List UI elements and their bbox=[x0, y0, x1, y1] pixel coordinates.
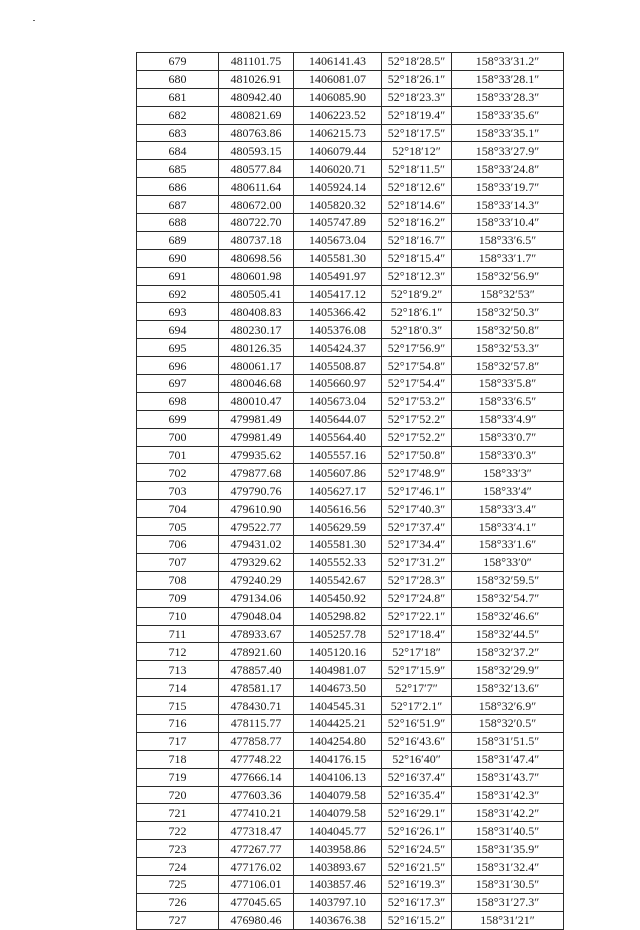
table-row bbox=[137, 196, 564, 214]
longitude-cell: 158°31′40.5″ bbox=[452, 822, 564, 840]
x-coordinate-cell: 479981.49 bbox=[219, 428, 294, 446]
point-number-cell: 695 bbox=[137, 339, 219, 357]
latitude-cell: 52°18′11.5″ bbox=[382, 160, 452, 178]
y-coordinate-cell: 1405673.04 bbox=[294, 231, 382, 249]
longitude-cell: 158°32′50.3″ bbox=[452, 303, 564, 321]
longitude-cell: 158°33′3.4″ bbox=[452, 500, 564, 518]
table-row bbox=[137, 214, 564, 232]
point-number-cell: 701 bbox=[137, 446, 219, 464]
longitude-cell: 158°32′53″ bbox=[452, 285, 564, 303]
longitude-cell: 158°32′37.2″ bbox=[452, 643, 564, 661]
x-coordinate-cell: 480601.98 bbox=[219, 267, 294, 285]
x-coordinate-cell: 480763.86 bbox=[219, 124, 294, 142]
x-coordinate-cell: 480577.84 bbox=[219, 160, 294, 178]
scan-speck bbox=[33, 20, 35, 21]
table-row bbox=[137, 625, 564, 643]
table-row bbox=[137, 482, 564, 500]
y-coordinate-cell: 1404045.77 bbox=[294, 822, 382, 840]
table-row bbox=[137, 786, 564, 804]
x-coordinate-cell: 479935.62 bbox=[219, 446, 294, 464]
point-number-cell: 700 bbox=[137, 428, 219, 446]
longitude-cell: 158°32′44.5″ bbox=[452, 625, 564, 643]
point-number-cell: 722 bbox=[137, 822, 219, 840]
x-coordinate-cell: 480821.69 bbox=[219, 106, 294, 124]
table-row bbox=[137, 178, 564, 196]
table-row bbox=[137, 553, 564, 571]
point-number-cell: 682 bbox=[137, 106, 219, 124]
table-row bbox=[137, 875, 564, 893]
y-coordinate-cell: 1406215.73 bbox=[294, 124, 382, 142]
table-row bbox=[137, 267, 564, 285]
x-coordinate-cell: 480611.64 bbox=[219, 178, 294, 196]
latitude-cell: 52°17′54.8″ bbox=[382, 357, 452, 375]
point-number-cell: 698 bbox=[137, 392, 219, 410]
longitude-cell: 158°33′35.6″ bbox=[452, 106, 564, 124]
point-number-cell: 703 bbox=[137, 482, 219, 500]
table-row bbox=[137, 500, 564, 518]
y-coordinate-cell: 1404425.21 bbox=[294, 714, 382, 732]
point-number-cell: 719 bbox=[137, 768, 219, 786]
table-row bbox=[137, 70, 564, 88]
longitude-cell: 158°33′35.1″ bbox=[452, 124, 564, 142]
y-coordinate-cell: 1405581.30 bbox=[294, 249, 382, 267]
latitude-cell: 52°18′17.5″ bbox=[382, 124, 452, 142]
latitude-cell: 52°18′19.4″ bbox=[382, 106, 452, 124]
x-coordinate-cell: 479048.04 bbox=[219, 607, 294, 625]
x-coordinate-cell: 480408.83 bbox=[219, 303, 294, 321]
y-coordinate-cell: 1405747.89 bbox=[294, 214, 382, 232]
y-coordinate-cell: 1403958.86 bbox=[294, 840, 382, 858]
latitude-cell: 52°18′14.6″ bbox=[382, 196, 452, 214]
point-number-cell: 691 bbox=[137, 267, 219, 285]
latitude-cell: 52°16′29.1″ bbox=[382, 804, 452, 822]
longitude-cell: 158°32′0.5″ bbox=[452, 714, 564, 732]
x-coordinate-cell: 478857.40 bbox=[219, 661, 294, 679]
latitude-cell: 52°18′9.2″ bbox=[382, 285, 452, 303]
y-coordinate-cell: 1405924.14 bbox=[294, 178, 382, 196]
table-row bbox=[137, 714, 564, 732]
longitude-cell: 158°32′54.7″ bbox=[452, 589, 564, 607]
latitude-cell: 52°17′48.9″ bbox=[382, 464, 452, 482]
longitude-cell: 158°31′35.9″ bbox=[452, 840, 564, 858]
y-coordinate-cell: 1405542.67 bbox=[294, 571, 382, 589]
longitude-cell: 158°31′51.5″ bbox=[452, 732, 564, 750]
latitude-cell: 52°16′26.1″ bbox=[382, 822, 452, 840]
longitude-cell: 158°33′4.1″ bbox=[452, 518, 564, 536]
longitude-cell: 158°31′47.4″ bbox=[452, 750, 564, 768]
point-number-cell: 724 bbox=[137, 858, 219, 876]
x-coordinate-cell: 477267.77 bbox=[219, 840, 294, 858]
table-row bbox=[137, 804, 564, 822]
latitude-cell: 52°18′16.7″ bbox=[382, 231, 452, 249]
longitude-cell: 158°33′6.5″ bbox=[452, 392, 564, 410]
x-coordinate-cell: 479522.77 bbox=[219, 518, 294, 536]
table-row bbox=[137, 285, 564, 303]
longitude-cell: 158°33′24.8″ bbox=[452, 160, 564, 178]
latitude-cell: 52°17′31.2″ bbox=[382, 553, 452, 571]
y-coordinate-cell: 1403893.67 bbox=[294, 858, 382, 876]
y-coordinate-cell: 1403857.46 bbox=[294, 875, 382, 893]
y-coordinate-cell: 1405366.42 bbox=[294, 303, 382, 321]
point-number-cell: 710 bbox=[137, 607, 219, 625]
latitude-cell: 52°16′17.3″ bbox=[382, 893, 452, 911]
longitude-cell: 158°33′6.5″ bbox=[452, 231, 564, 249]
longitude-cell: 158°32′57.8″ bbox=[452, 357, 564, 375]
y-coordinate-cell: 1403676.38 bbox=[294, 911, 382, 929]
latitude-cell: 52°17′46.1″ bbox=[382, 482, 452, 500]
y-coordinate-cell: 1405629.59 bbox=[294, 518, 382, 536]
longitude-cell: 158°33′0.3″ bbox=[452, 446, 564, 464]
latitude-cell: 52°16′19.3″ bbox=[382, 875, 452, 893]
point-number-cell: 720 bbox=[137, 786, 219, 804]
point-number-cell: 692 bbox=[137, 285, 219, 303]
point-number-cell: 712 bbox=[137, 643, 219, 661]
y-coordinate-cell: 1405820.32 bbox=[294, 196, 382, 214]
point-number-cell: 716 bbox=[137, 714, 219, 732]
table-row bbox=[137, 732, 564, 750]
longitude-cell: 158°32′46.6″ bbox=[452, 607, 564, 625]
latitude-cell: 52°18′6.1″ bbox=[382, 303, 452, 321]
x-coordinate-cell: 481026.91 bbox=[219, 70, 294, 88]
x-coordinate-cell: 479877.68 bbox=[219, 464, 294, 482]
y-coordinate-cell: 1404545.31 bbox=[294, 697, 382, 715]
x-coordinate-cell: 478115.77 bbox=[219, 714, 294, 732]
point-number-cell: 705 bbox=[137, 518, 219, 536]
y-coordinate-cell: 1405417.12 bbox=[294, 285, 382, 303]
table-row bbox=[137, 446, 564, 464]
table-row bbox=[137, 893, 564, 911]
longitude-cell: 158°32′53.3″ bbox=[452, 339, 564, 357]
longitude-cell: 158°32′29.9″ bbox=[452, 661, 564, 679]
y-coordinate-cell: 1405120.16 bbox=[294, 643, 382, 661]
latitude-cell: 52°17′22.1″ bbox=[382, 607, 452, 625]
point-number-cell: 715 bbox=[137, 697, 219, 715]
table-row bbox=[137, 750, 564, 768]
y-coordinate-cell: 1404673.50 bbox=[294, 679, 382, 697]
x-coordinate-cell: 480698.56 bbox=[219, 249, 294, 267]
latitude-cell: 52°17′24.8″ bbox=[382, 589, 452, 607]
longitude-cell: 158°32′13.6″ bbox=[452, 679, 564, 697]
table-row bbox=[137, 124, 564, 142]
latitude-cell: 52°16′40″ bbox=[382, 750, 452, 768]
point-number-cell: 713 bbox=[137, 661, 219, 679]
longitude-cell: 158°32′59.5″ bbox=[452, 571, 564, 589]
point-number-cell: 683 bbox=[137, 124, 219, 142]
y-coordinate-cell: 1405581.30 bbox=[294, 536, 382, 554]
table-row bbox=[137, 697, 564, 715]
y-coordinate-cell: 1406081.07 bbox=[294, 70, 382, 88]
longitude-cell: 158°31′30.5″ bbox=[452, 875, 564, 893]
point-number-cell: 708 bbox=[137, 571, 219, 589]
latitude-cell: 52°16′43.6″ bbox=[382, 732, 452, 750]
x-coordinate-cell: 480061.17 bbox=[219, 357, 294, 375]
longitude-cell: 158°33′10.4″ bbox=[452, 214, 564, 232]
x-coordinate-cell: 477410.21 bbox=[219, 804, 294, 822]
latitude-cell: 52°17′50.8″ bbox=[382, 446, 452, 464]
table-row bbox=[137, 571, 564, 589]
point-number-cell: 686 bbox=[137, 178, 219, 196]
point-number-cell: 684 bbox=[137, 142, 219, 160]
y-coordinate-cell: 1405557.16 bbox=[294, 446, 382, 464]
y-coordinate-cell: 1404176.15 bbox=[294, 750, 382, 768]
point-number-cell: 699 bbox=[137, 410, 219, 428]
x-coordinate-cell: 480505.41 bbox=[219, 285, 294, 303]
table-row bbox=[137, 160, 564, 178]
table-row bbox=[137, 858, 564, 876]
x-coordinate-cell: 480672.00 bbox=[219, 196, 294, 214]
table-row bbox=[137, 822, 564, 840]
table-row bbox=[137, 661, 564, 679]
x-coordinate-cell: 477318.47 bbox=[219, 822, 294, 840]
longitude-cell: 158°33′5.8″ bbox=[452, 375, 564, 393]
latitude-cell: 52°16′24.5″ bbox=[382, 840, 452, 858]
x-coordinate-cell: 477045.65 bbox=[219, 893, 294, 911]
longitude-cell: 158°33′0″ bbox=[452, 553, 564, 571]
x-coordinate-cell: 477748.22 bbox=[219, 750, 294, 768]
y-coordinate-cell: 1405552.33 bbox=[294, 553, 382, 571]
latitude-cell: 52°16′15.2″ bbox=[382, 911, 452, 929]
latitude-cell: 52°17′54.4″ bbox=[382, 375, 452, 393]
x-coordinate-cell: 480737.18 bbox=[219, 231, 294, 249]
table-row bbox=[137, 249, 564, 267]
point-number-cell: 693 bbox=[137, 303, 219, 321]
table-row bbox=[137, 106, 564, 124]
y-coordinate-cell: 1406085.90 bbox=[294, 88, 382, 106]
longitude-cell: 158°33′4.9″ bbox=[452, 410, 564, 428]
point-number-cell: 726 bbox=[137, 893, 219, 911]
point-number-cell: 690 bbox=[137, 249, 219, 267]
table-row bbox=[137, 303, 564, 321]
table-row bbox=[137, 53, 564, 71]
table-row bbox=[137, 607, 564, 625]
x-coordinate-cell: 479790.76 bbox=[219, 482, 294, 500]
x-coordinate-cell: 476980.46 bbox=[219, 911, 294, 929]
table-row bbox=[137, 536, 564, 554]
longitude-cell: 158°33′14.3″ bbox=[452, 196, 564, 214]
y-coordinate-cell: 1406223.52 bbox=[294, 106, 382, 124]
table-row bbox=[137, 840, 564, 858]
latitude-cell: 52°16′37.4″ bbox=[382, 768, 452, 786]
x-coordinate-cell: 479329.62 bbox=[219, 553, 294, 571]
latitude-cell: 52°18′28.5″ bbox=[382, 53, 452, 71]
point-number-cell: 727 bbox=[137, 911, 219, 929]
x-coordinate-cell: 478921.60 bbox=[219, 643, 294, 661]
longitude-cell: 158°31′43.7″ bbox=[452, 768, 564, 786]
latitude-cell: 52°17′52.2″ bbox=[382, 428, 452, 446]
point-number-cell: 709 bbox=[137, 589, 219, 607]
point-number-cell: 704 bbox=[137, 500, 219, 518]
x-coordinate-cell: 477858.77 bbox=[219, 732, 294, 750]
x-coordinate-cell: 478581.17 bbox=[219, 679, 294, 697]
x-coordinate-cell: 477106.01 bbox=[219, 875, 294, 893]
y-coordinate-cell: 1404079.58 bbox=[294, 804, 382, 822]
x-coordinate-cell: 478430.71 bbox=[219, 697, 294, 715]
latitude-cell: 52°17′18″ bbox=[382, 643, 452, 661]
longitude-cell: 158°33′4″ bbox=[452, 482, 564, 500]
point-number-cell: 694 bbox=[137, 321, 219, 339]
x-coordinate-cell: 479610.90 bbox=[219, 500, 294, 518]
y-coordinate-cell: 1405673.04 bbox=[294, 392, 382, 410]
coordinates-table bbox=[136, 52, 564, 930]
y-coordinate-cell: 1405508.87 bbox=[294, 357, 382, 375]
latitude-cell: 52°18′16.2″ bbox=[382, 214, 452, 232]
y-coordinate-cell: 1405491.97 bbox=[294, 267, 382, 285]
table-row bbox=[137, 428, 564, 446]
latitude-cell: 52°17′15.9″ bbox=[382, 661, 452, 679]
x-coordinate-cell: 479431.02 bbox=[219, 536, 294, 554]
point-number-cell: 721 bbox=[137, 804, 219, 822]
y-coordinate-cell: 1405257.78 bbox=[294, 625, 382, 643]
x-coordinate-cell: 480046.68 bbox=[219, 375, 294, 393]
point-number-cell: 687 bbox=[137, 196, 219, 214]
latitude-cell: 52°18′12.6″ bbox=[382, 178, 452, 196]
y-coordinate-cell: 1404106.13 bbox=[294, 768, 382, 786]
point-number-cell: 685 bbox=[137, 160, 219, 178]
longitude-cell: 158°33′1.7″ bbox=[452, 249, 564, 267]
longitude-cell: 158°31′42.2″ bbox=[452, 804, 564, 822]
x-coordinate-cell: 480230.17 bbox=[219, 321, 294, 339]
point-number-cell: 680 bbox=[137, 70, 219, 88]
latitude-cell: 52°17′52.2″ bbox=[382, 410, 452, 428]
x-coordinate-cell: 480010.47 bbox=[219, 392, 294, 410]
table-row bbox=[137, 392, 564, 410]
x-coordinate-cell: 480722.70 bbox=[219, 214, 294, 232]
y-coordinate-cell: 1406079.44 bbox=[294, 142, 382, 160]
longitude-cell: 158°31′27.3″ bbox=[452, 893, 564, 911]
longitude-cell: 158°33′1.6″ bbox=[452, 536, 564, 554]
y-coordinate-cell: 1405376.08 bbox=[294, 321, 382, 339]
x-coordinate-cell: 477176.02 bbox=[219, 858, 294, 876]
x-coordinate-cell: 477666.14 bbox=[219, 768, 294, 786]
y-coordinate-cell: 1405660.97 bbox=[294, 375, 382, 393]
point-number-cell: 725 bbox=[137, 875, 219, 893]
point-number-cell: 711 bbox=[137, 625, 219, 643]
point-number-cell: 697 bbox=[137, 375, 219, 393]
x-coordinate-cell: 481101.75 bbox=[219, 53, 294, 71]
longitude-cell: 158°33′19.7″ bbox=[452, 178, 564, 196]
point-number-cell: 688 bbox=[137, 214, 219, 232]
y-coordinate-cell: 1404079.58 bbox=[294, 786, 382, 804]
latitude-cell: 52°18′26.1″ bbox=[382, 70, 452, 88]
y-coordinate-cell: 1406020.71 bbox=[294, 160, 382, 178]
x-coordinate-cell: 478933.67 bbox=[219, 625, 294, 643]
y-coordinate-cell: 1405424.37 bbox=[294, 339, 382, 357]
latitude-cell: 52°17′18.4″ bbox=[382, 625, 452, 643]
point-number-cell: 707 bbox=[137, 553, 219, 571]
latitude-cell: 52°17′56.9″ bbox=[382, 339, 452, 357]
coordinates-table-body bbox=[137, 53, 564, 930]
table-row bbox=[137, 339, 564, 357]
point-number-cell: 706 bbox=[137, 536, 219, 554]
y-coordinate-cell: 1405644.07 bbox=[294, 410, 382, 428]
x-coordinate-cell: 479240.29 bbox=[219, 571, 294, 589]
latitude-cell: 52°17′34.4″ bbox=[382, 536, 452, 554]
latitude-cell: 52°18′0.3″ bbox=[382, 321, 452, 339]
point-number-cell: 702 bbox=[137, 464, 219, 482]
y-coordinate-cell: 1405450.92 bbox=[294, 589, 382, 607]
longitude-cell: 158°31′21″ bbox=[452, 911, 564, 929]
latitude-cell: 52°18′12″ bbox=[382, 142, 452, 160]
point-number-cell: 718 bbox=[137, 750, 219, 768]
table-row bbox=[137, 321, 564, 339]
point-number-cell: 679 bbox=[137, 53, 219, 71]
longitude-cell: 158°33′0.7″ bbox=[452, 428, 564, 446]
table-row bbox=[137, 768, 564, 786]
longitude-cell: 158°31′32.4″ bbox=[452, 858, 564, 876]
table-row bbox=[137, 410, 564, 428]
latitude-cell: 52°16′51.9″ bbox=[382, 714, 452, 732]
longitude-cell: 158°32′50.8″ bbox=[452, 321, 564, 339]
table-row bbox=[137, 464, 564, 482]
latitude-cell: 52°17′7″ bbox=[382, 679, 452, 697]
latitude-cell: 52°18′23.3″ bbox=[382, 88, 452, 106]
x-coordinate-cell: 480942.40 bbox=[219, 88, 294, 106]
longitude-cell: 158°32′56.9″ bbox=[452, 267, 564, 285]
y-coordinate-cell: 1403797.10 bbox=[294, 893, 382, 911]
table-row bbox=[137, 357, 564, 375]
table-row bbox=[137, 88, 564, 106]
y-coordinate-cell: 1405298.82 bbox=[294, 607, 382, 625]
longitude-cell: 158°32′6.9″ bbox=[452, 697, 564, 715]
latitude-cell: 52°17′40.3″ bbox=[382, 500, 452, 518]
latitude-cell: 52°17′2.1″ bbox=[382, 697, 452, 715]
longitude-cell: 158°33′3″ bbox=[452, 464, 564, 482]
x-coordinate-cell: 480126.35 bbox=[219, 339, 294, 357]
latitude-cell: 52°16′21.5″ bbox=[382, 858, 452, 876]
latitude-cell: 52°18′15.4″ bbox=[382, 249, 452, 267]
longitude-cell: 158°31′42.3″ bbox=[452, 786, 564, 804]
table-row bbox=[137, 679, 564, 697]
point-number-cell: 714 bbox=[137, 679, 219, 697]
y-coordinate-cell: 1405627.17 bbox=[294, 482, 382, 500]
longitude-cell: 158°33′31.2″ bbox=[452, 53, 564, 71]
y-coordinate-cell: 1405564.40 bbox=[294, 428, 382, 446]
table-row bbox=[137, 589, 564, 607]
y-coordinate-cell: 1406141.43 bbox=[294, 53, 382, 71]
longitude-cell: 158°33′28.1″ bbox=[452, 70, 564, 88]
y-coordinate-cell: 1405616.56 bbox=[294, 500, 382, 518]
point-number-cell: 696 bbox=[137, 357, 219, 375]
x-coordinate-cell: 479134.06 bbox=[219, 589, 294, 607]
latitude-cell: 52°17′28.3″ bbox=[382, 571, 452, 589]
x-coordinate-cell: 479981.49 bbox=[219, 410, 294, 428]
table-row bbox=[137, 911, 564, 929]
point-number-cell: 717 bbox=[137, 732, 219, 750]
point-number-cell: 681 bbox=[137, 88, 219, 106]
latitude-cell: 52°16′35.4″ bbox=[382, 786, 452, 804]
table-row bbox=[137, 142, 564, 160]
longitude-cell: 158°33′27.9″ bbox=[452, 142, 564, 160]
y-coordinate-cell: 1405607.86 bbox=[294, 464, 382, 482]
y-coordinate-cell: 1404981.07 bbox=[294, 661, 382, 679]
point-number-cell: 689 bbox=[137, 231, 219, 249]
table-row bbox=[137, 375, 564, 393]
table-row bbox=[137, 518, 564, 536]
latitude-cell: 52°17′37.4″ bbox=[382, 518, 452, 536]
y-coordinate-cell: 1404254.80 bbox=[294, 732, 382, 750]
table-row bbox=[137, 231, 564, 249]
table-row bbox=[137, 643, 564, 661]
latitude-cell: 52°17′53.2″ bbox=[382, 392, 452, 410]
x-coordinate-cell: 477603.36 bbox=[219, 786, 294, 804]
point-number-cell: 723 bbox=[137, 840, 219, 858]
latitude-cell: 52°18′12.3″ bbox=[382, 267, 452, 285]
x-coordinate-cell: 480593.15 bbox=[219, 142, 294, 160]
longitude-cell: 158°33′28.3″ bbox=[452, 88, 564, 106]
